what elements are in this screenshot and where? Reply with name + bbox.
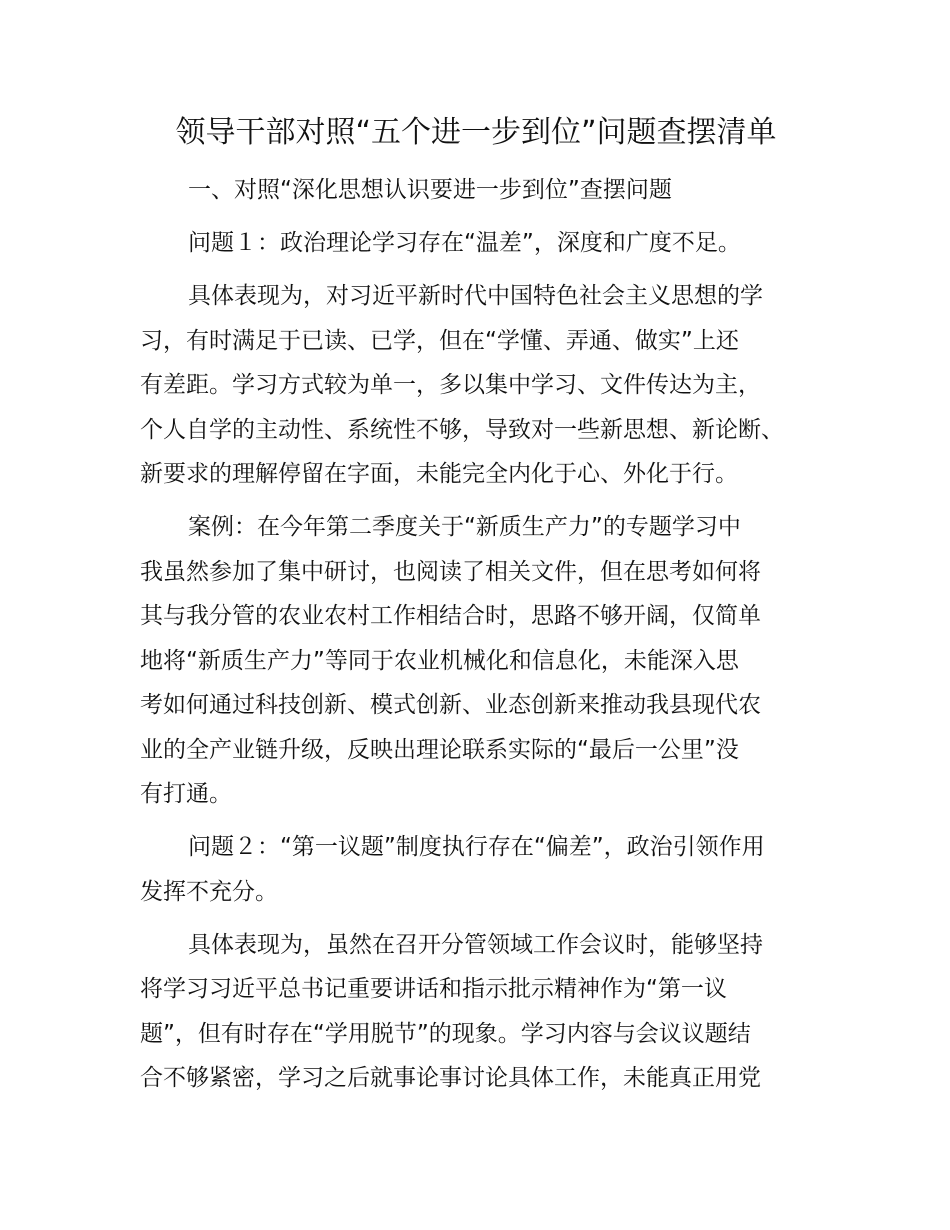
text-line: 具体表现为，对习近平新时代中国特色社会主义思想的学	[188, 283, 763, 309]
text-line: 将学习习近平总书记重要讲话和指示批示精神作为“第一议	[140, 976, 727, 1002]
document-body	[140, 168, 812, 1101]
text-line: 地将“新质生产力”等同于农业机械化和信息化，未能深入思	[140, 647, 739, 674]
text-line: 业的全产业链升级，反映出理论联系实际的“最后一公里”没	[140, 736, 739, 763]
text-line: 问题１：政治理论学习存在“温差”，深度和广度不足。	[188, 230, 741, 256]
text-line: 我虽然参加了集中研讨，也阅读了相关文件，但在思考如何将	[140, 558, 761, 585]
text-line: 新要求的理解停留在字面，未能完全内化于心、外化于行。	[140, 461, 738, 487]
section-heading	[140, 168, 812, 213]
text-line: 案例：在今年第二季度关于“新质生产力”的专题学习中	[188, 514, 741, 540]
text-line: 合不够紧密，学习之后就事论事讨论具体工作，未能真正用党	[140, 1065, 761, 1091]
text-line: 其与我分管的农业农村工作相结合时，思路不够开阔，仅简单	[140, 603, 761, 629]
paragraph	[140, 825, 812, 914]
paragraph	[140, 505, 812, 817]
text-line: 题”，但有时存在“学用脱节”的现象。学习内容与会议议题结	[140, 1020, 751, 1047]
text-line: 习，有时满足于已读、已学，但在“学懂、弄通、做实”上还	[140, 327, 739, 354]
text-line: 问题２：“第一议题”制度执行存在“偏差”，政治引领作用	[188, 834, 765, 860]
text-line: 一、对照“深化思想认识要进一步到位”查摆问题	[188, 177, 672, 203]
paragraph	[140, 274, 812, 497]
text-line: 有打通。	[140, 781, 232, 807]
text-line: 发挥不充分。	[140, 878, 278, 905]
text-line: 个人自学的主动性、系统性不够，导致对一些新思想、新论断、	[140, 416, 784, 443]
paragraph	[140, 221, 812, 266]
text-line: 具体表现为，虽然在召开分管领域工作会议时，能够坚持	[188, 931, 763, 958]
document-title: 领导干部对照“五个进一步到位”问题查摆清单	[175, 115, 777, 150]
text-line: 有差距。学习方式较为单一，多以集中学习、文件传达为主，	[140, 372, 761, 398]
paragraph	[140, 923, 812, 1101]
text-line: 考如何通过科技创新、模式创新、业态创新来推动我县现代农	[140, 692, 761, 718]
